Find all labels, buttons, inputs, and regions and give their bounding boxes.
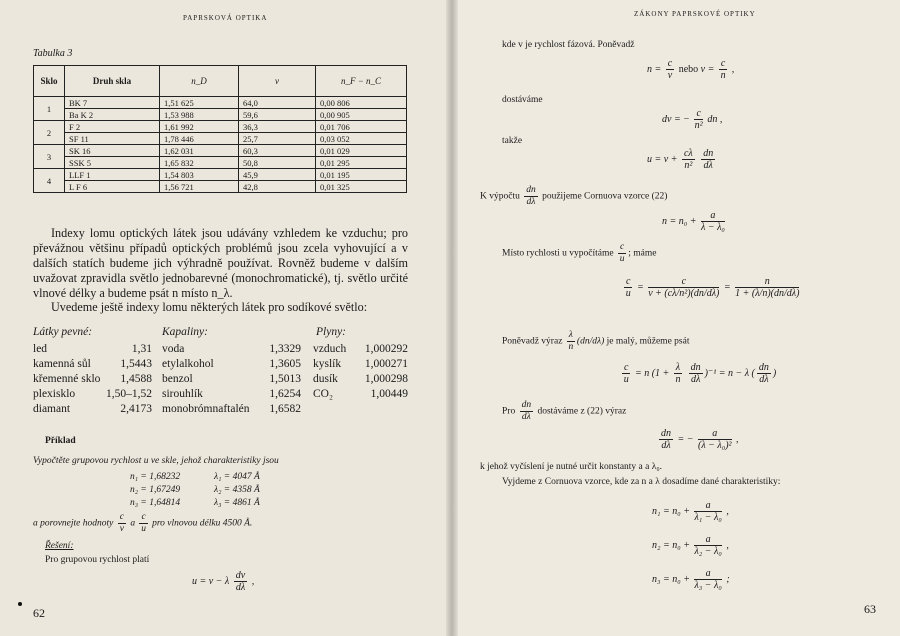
text-k-vypoctu: K výpočtu $\frac{dn}{d\lambda}$ použijeme Cornuova vzorce (22) — [480, 185, 668, 207]
example-title: Příklad — [45, 436, 76, 446]
compare-text-b: a — [130, 518, 136, 529]
n3-value: n₃ = 1,64814 — [130, 498, 181, 508]
header-nf-nc: n_F − n_C — [316, 66, 407, 97]
group-cell: 3 — [34, 145, 65, 169]
equation-n1: n₁ = n₀ + $\frac{a}{\text{λ₁ − λ₀}}$ , — [652, 500, 729, 523]
liquid-index: 1,3329 — [269, 343, 301, 355]
text-ponevadz-b: je malý, můžeme psát — [606, 336, 690, 347]
header-sklo: Sklo — [34, 66, 65, 97]
gas-name: CO₂ — [313, 388, 333, 400]
table-caption: Tabulka 3 — [33, 48, 73, 59]
gases-heading: Plyny: — [316, 326, 347, 338]
solid-index: 1,50–1,52 — [106, 388, 152, 400]
n1-value: n₁ = 1,68232 — [130, 472, 181, 482]
gas-index: 1,000292 — [364, 343, 408, 355]
text-pro-a: Pro — [502, 406, 516, 417]
liquid-index: 1,6254 — [269, 388, 301, 400]
liquid-index: 1,5013 — [269, 373, 301, 385]
glass-name: BK 7 — [65, 97, 160, 109]
nd-value: 1,65 832 — [160, 157, 239, 169]
right-page-number: 63 — [864, 602, 876, 616]
text-misto-a: Místo rychlosti u vypočítáme — [502, 248, 614, 259]
dispersion-value: 0,01 029 — [316, 145, 407, 157]
equation-phase: n = $\frac{c}{v}$ nebo v = $\frac{c}{n}$ , — [647, 58, 735, 81]
text-constants: k jehož vyčíslení je nutné určit konstanty a a λ₀. — [480, 462, 663, 472]
nd-value: 1,53 988 — [160, 109, 239, 121]
solid-index: 1,4588 — [120, 373, 152, 385]
gas-name: vzduch — [313, 343, 347, 355]
glass-name: LLF 1 — [65, 169, 160, 181]
text-pro: Pro $\frac{dn}{d\lambda}$ dostáváme z (22) výraz — [502, 400, 627, 422]
equation-n2: n₂ = n₀ + $\frac{a}{\text{λ₂ − λ₀}}$ , — [652, 534, 729, 557]
left-running-header: PAPRSKOVÁ OPTIKA — [183, 14, 268, 22]
table-row — [34, 145, 407, 157]
group-cell: 1 — [34, 97, 65, 121]
table-row — [34, 181, 407, 193]
equation-dv: dv = − $\frac{c}{\text{n²}}$ dn , — [662, 108, 723, 131]
gas-name: kyslík — [313, 358, 342, 370]
lambda3-value: λ₃ = 4861 Å — [214, 498, 260, 508]
nu-value: 64,0 — [239, 97, 316, 109]
gas-index: 1,000271 — [364, 358, 408, 370]
paragraph-sodium: Uvedeme ještě indexy lomu některých látek pro sodíkové světlo: — [51, 300, 368, 314]
nu-value: 45,9 — [239, 169, 316, 181]
lambda2-value: λ₂ = 4358 Å — [214, 485, 260, 495]
liquids-heading: Kapaliny: — [162, 326, 208, 338]
nu-value: 42,8 — [239, 181, 316, 193]
nd-value: 1,54 803 — [160, 169, 239, 181]
dispersion-value: 0,01 325 — [316, 181, 407, 193]
glass-name: SF 11 — [65, 133, 160, 145]
header-nu: ν — [239, 66, 316, 97]
nd-value: 1,78 446 — [160, 133, 239, 145]
glass-name: SSK 5 — [65, 157, 160, 169]
solid-name: kamenná sůl — [33, 358, 91, 370]
bullet-mark — [18, 602, 22, 606]
equation-u: u = v + $\frac{c\lambda}{\text{n²}}$ $\frac{dn}{d\lambda}$ — [647, 148, 714, 171]
nu-value: 25,7 — [239, 133, 316, 145]
group-cell: 2 — [34, 121, 65, 145]
table-header-row — [34, 66, 407, 97]
nd-value: 1,62 031 — [160, 145, 239, 157]
liquid-index: 1,3605 — [269, 358, 301, 370]
compare-text-a: a porovnejte hodnoty — [33, 518, 114, 529]
text-misto: Místo rychlosti u vypočítáme $\frac{c}{u}$ ; máme — [502, 242, 657, 264]
example-n-values — [130, 471, 180, 510]
paragraph-indexes: Indexy lomu optických látek jsou udávány vzhledem ke vzduchu; pro převážnou většinu případů optických problémů jsou zcela vyhovující a v dalších statích budeme jich výhradně používat. Rovněž budeme v dalším uvažovat zpravidla světlo jednobarevné (monochromatické), tj. světlo určité vlnové délky a budeme psát n místo n_λ. — [33, 226, 408, 300]
n2-value: n₂ = 1,67249 — [130, 485, 181, 495]
dispersion-value: 0,01 295 — [316, 157, 407, 169]
solid-name: plexisklo — [33, 388, 76, 400]
text-ponevadz: Poněvadž výraz $\frac{\lambda}{n}$ (dn/dλ) je malý, můžeme psát — [502, 330, 690, 352]
equation-derivative: $\frac{dn}{d\lambda}$ = − $\frac{a}{\text{(λ − λ₀)²}}$ , — [661, 428, 739, 451]
liquid-name: voda — [162, 343, 185, 355]
liquid-name: benzol — [162, 373, 193, 385]
lambda1-value: λ₁ = 4047 Å — [214, 472, 260, 482]
dispersion-value: 0,01 195 — [316, 169, 407, 181]
dispersion-value: 0,01 706 — [316, 121, 407, 133]
group-cell: 4 — [34, 169, 65, 193]
text-dostavame: dostáváme — [502, 95, 543, 105]
text-misto-b: ; máme — [628, 248, 657, 259]
liquid-name: sirouhlík — [162, 388, 203, 400]
text-phase-velocity: kde v je rychlost fázová. Poněvadž — [502, 40, 635, 50]
book-gutter — [446, 0, 458, 636]
table-row — [34, 121, 407, 133]
dispersion-value: 0,03 052 — [316, 133, 407, 145]
table-row — [34, 109, 407, 121]
table-row — [34, 169, 407, 181]
right-page — [452, 0, 900, 636]
gas-index: 1,00449 — [370, 388, 408, 400]
liquid-index: 1,6582 — [269, 403, 301, 415]
text-pro-b: dostáváme z (22) výraz — [537, 406, 627, 417]
example-lambda-values — [214, 471, 260, 510]
table-row — [34, 157, 407, 169]
table-row — [34, 97, 407, 109]
solution-label: Řešení: — [45, 541, 74, 551]
nu-value: 59,6 — [239, 109, 316, 121]
nu-value: 36,3 — [239, 121, 316, 133]
glass-index-table — [33, 65, 407, 193]
solid-name: křemenné sklo — [33, 373, 101, 385]
glass-name: F 2 — [65, 121, 160, 133]
group-velocity-equation: u = v − λ $\frac{dv}{d\lambda}$ , — [192, 570, 255, 593]
nu-value: 60,3 — [239, 145, 316, 157]
solid-index: 1,5443 — [120, 358, 152, 370]
left-page-number: 62 — [33, 606, 45, 620]
solution-text: Pro grupovou rychlost platí — [45, 555, 150, 565]
solid-index: 1,31 — [131, 343, 152, 355]
compare-text-c: pro vlnovou délku 4500 Å. — [152, 518, 253, 529]
table-row — [34, 133, 407, 145]
solid-name: led — [33, 343, 48, 355]
right-running-header: ZÁKONY PAPRSKOVÉ OPTIKY — [634, 10, 756, 18]
liquid-name: etylalkohol — [162, 358, 214, 370]
word-nebo: nebo — [678, 63, 699, 75]
equation-approx: $\frac{c}{u}$ = n (1 + $\frac{\lambda}{n}$ $\frac{dn}{d\lambda}$ )⁻¹ = n − λ ( $\frac{dn}{d\lambda}$ ) — [623, 362, 777, 385]
text-cornu-substitute: Vyjdeme z Cornuova vzorce, kde za n a λ dosadíme dané charakteristiky: — [502, 477, 781, 487]
text-k-vypoctu-a: K výpočtu — [480, 191, 520, 202]
solid-name: diamant — [33, 403, 71, 415]
dispersion-value: 0,00 806 — [316, 97, 407, 109]
nd-value: 1,61 992 — [160, 121, 239, 133]
nd-value: 1,56 721 — [160, 181, 239, 193]
glass-name: Ba K 2 — [65, 109, 160, 121]
gas-name: dusík — [313, 373, 338, 385]
equation-n3: n₃ = n₀ + $\frac{a}{\text{λ₃ − λ₀}}$ ; — [652, 568, 730, 591]
dispersion-value: 0,00 905 — [316, 109, 407, 121]
liquid-name: monobrómnaftalén — [162, 403, 250, 415]
text-takze: takže — [502, 136, 523, 146]
example-text: Vypočtěte grupovou rychlost u ve skle, jehož charakteristiky jsou — [33, 456, 279, 466]
nu-value: 50,8 — [239, 157, 316, 169]
text-ponevadz-a: Poněvadž výraz — [502, 336, 563, 347]
text-k-vypoctu-b: použijeme Cornuova vzorce (22) — [542, 191, 668, 202]
gas-index: 1,000298 — [364, 373, 408, 385]
solids-heading: Látky pevné: — [33, 326, 93, 338]
nd-value: 1,51 625 — [160, 97, 239, 109]
glass-name: L F 6 — [65, 181, 160, 193]
header-druh: Druh skla — [65, 66, 160, 97]
equation-c-over-u: $\frac{c}{u}$ = $\frac{c}{\text{v + (cλ/n²)(dn/dλ)}}$ = $\frac{n}{1 + (\lambda/n)(dn/d\lambda)}$ — [625, 276, 800, 299]
equation-cornu: n = n₀ + $\frac{a}{\text{λ − λ₀}}$ — [662, 210, 725, 233]
solid-index: 2,4173 — [120, 403, 152, 415]
compare-line: a porovnejte hodnoty $\frac{c}{v}$ a $\frac{c}{u}$ pro vlnovou délku 4500 Å. — [33, 512, 253, 534]
header-nd: n_D — [160, 66, 239, 97]
glass-name: SK 16 — [65, 145, 160, 157]
